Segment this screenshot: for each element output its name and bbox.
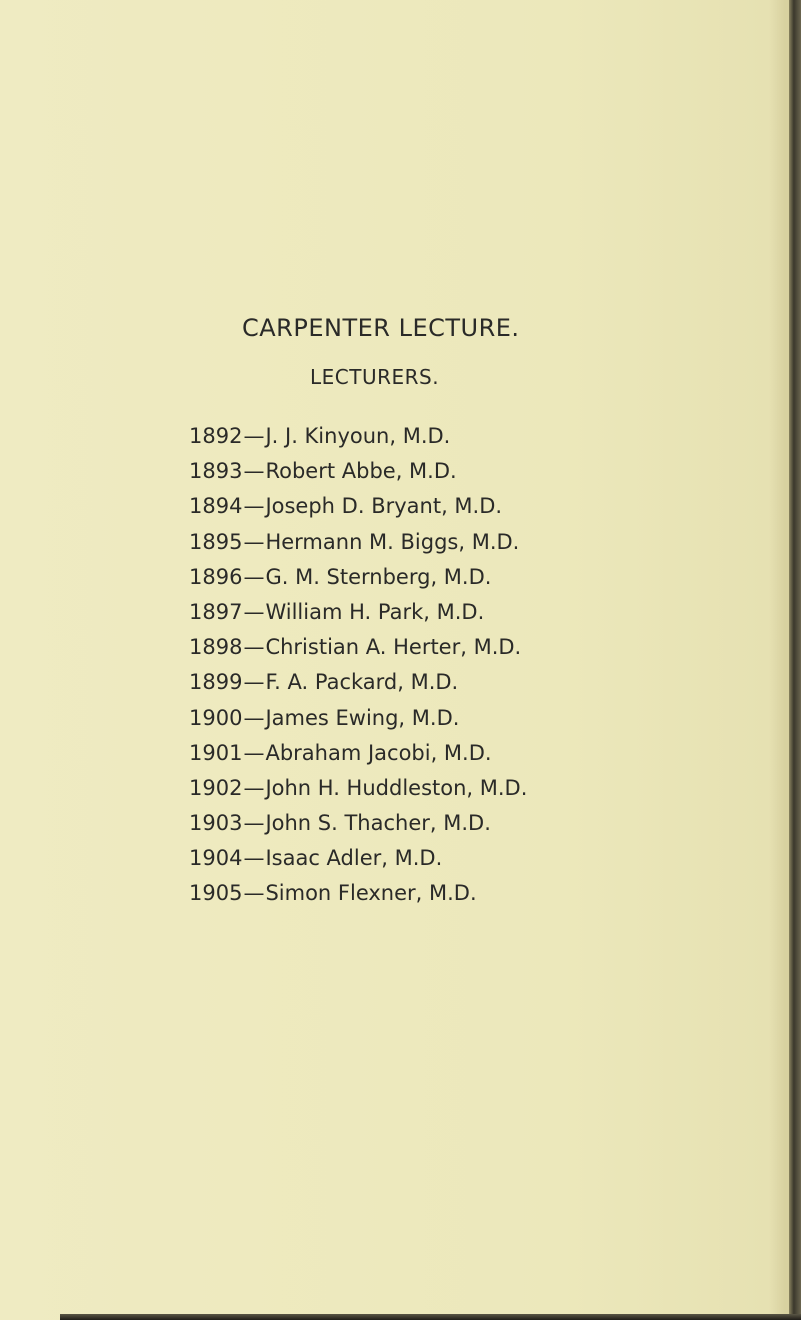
lecture-year: 1904 (189, 846, 243, 871)
lecture-year: 1892 (189, 424, 243, 448)
lecturer-name: John S. Thacher, M.D. (265, 811, 491, 836)
lecturer-name: William H. Park, M.D. (265, 599, 485, 624)
list-item: 1900—James Ewing, M.D. (189, 705, 460, 730)
lecture-year: 1901 (189, 740, 243, 765)
page-bottom-edge (60, 1314, 801, 1320)
lecturer-name: F. A. Packard, M.D. (265, 670, 459, 695)
lecture-year: 1895 (189, 529, 243, 554)
list-item: 1901—Abraham Jacobi, M.D. (189, 740, 492, 765)
lecturer-name: John H. Huddleston, M.D. (265, 775, 528, 800)
page-subtitle: LECTURERS. (310, 365, 440, 389)
lecturer-name: Abraham Jacobi, M.D. (265, 740, 492, 765)
list-item: 1896—G. M. Sternberg, M.D. (189, 564, 492, 589)
lecture-year: 1896 (189, 564, 243, 589)
lecture-year: 1905 (189, 881, 243, 906)
lecture-year: 1902 (189, 775, 243, 800)
list-item: 1903—John S. Thacher, M.D. (189, 811, 491, 836)
lecturer-name: Robert Abbe, M.D. (265, 459, 457, 484)
lecture-year: 1893 (189, 459, 243, 484)
lecturer-name: Simon Flexner, M.D. (265, 881, 477, 906)
lecture-year: 1903 (189, 811, 243, 836)
lecture-year: 1898 (189, 635, 243, 660)
page-edge-shadow (789, 0, 801, 1320)
lecture-year: 1899 (189, 670, 243, 695)
list-item: 1897—William H. Park, M.D. (189, 599, 485, 624)
list-item: 1894—Joseph D. Bryant, M.D. (189, 494, 503, 519)
lecturer-name: Christian A. Herter, M.D. (265, 635, 522, 660)
list-item: 1892—J. J. Kinyoun, M.D. (189, 424, 451, 448)
list-item: 1898—Christian A. Herter, M.D. (189, 635, 522, 660)
lecturer-name: G. M. Sternberg, M.D. (265, 564, 492, 589)
list-item: 1904—Isaac Adler, M.D. (189, 846, 443, 871)
list-item: 1905—Simon Flexner, M.D. (189, 881, 477, 906)
list-item: 1899—F. A. Packard, M.D. (189, 670, 459, 695)
lecture-year: 1897 (189, 599, 243, 624)
list-item: 1902—John H. Huddleston, M.D. (189, 775, 528, 800)
lecture-year: 1900 (189, 705, 243, 730)
lecture-year: 1894 (189, 494, 243, 519)
page-title: CARPENTER LECTURE. (242, 314, 520, 342)
lecturer-name: Hermann M. Biggs, M.D. (265, 529, 520, 554)
list-item: 1893—Robert Abbe, M.D. (189, 459, 457, 484)
list-item: 1895—Hermann M. Biggs, M.D. (189, 529, 520, 554)
lecturer-name: Joseph D. Bryant, M.D. (265, 494, 503, 519)
lecturer-name: James Ewing, M.D. (265, 705, 460, 730)
lecturer-list (189, 419, 527, 912)
lecturer-name: J. J. Kinyoun, M.D. (265, 424, 451, 448)
lecturer-name: Isaac Adler, M.D. (265, 846, 443, 871)
